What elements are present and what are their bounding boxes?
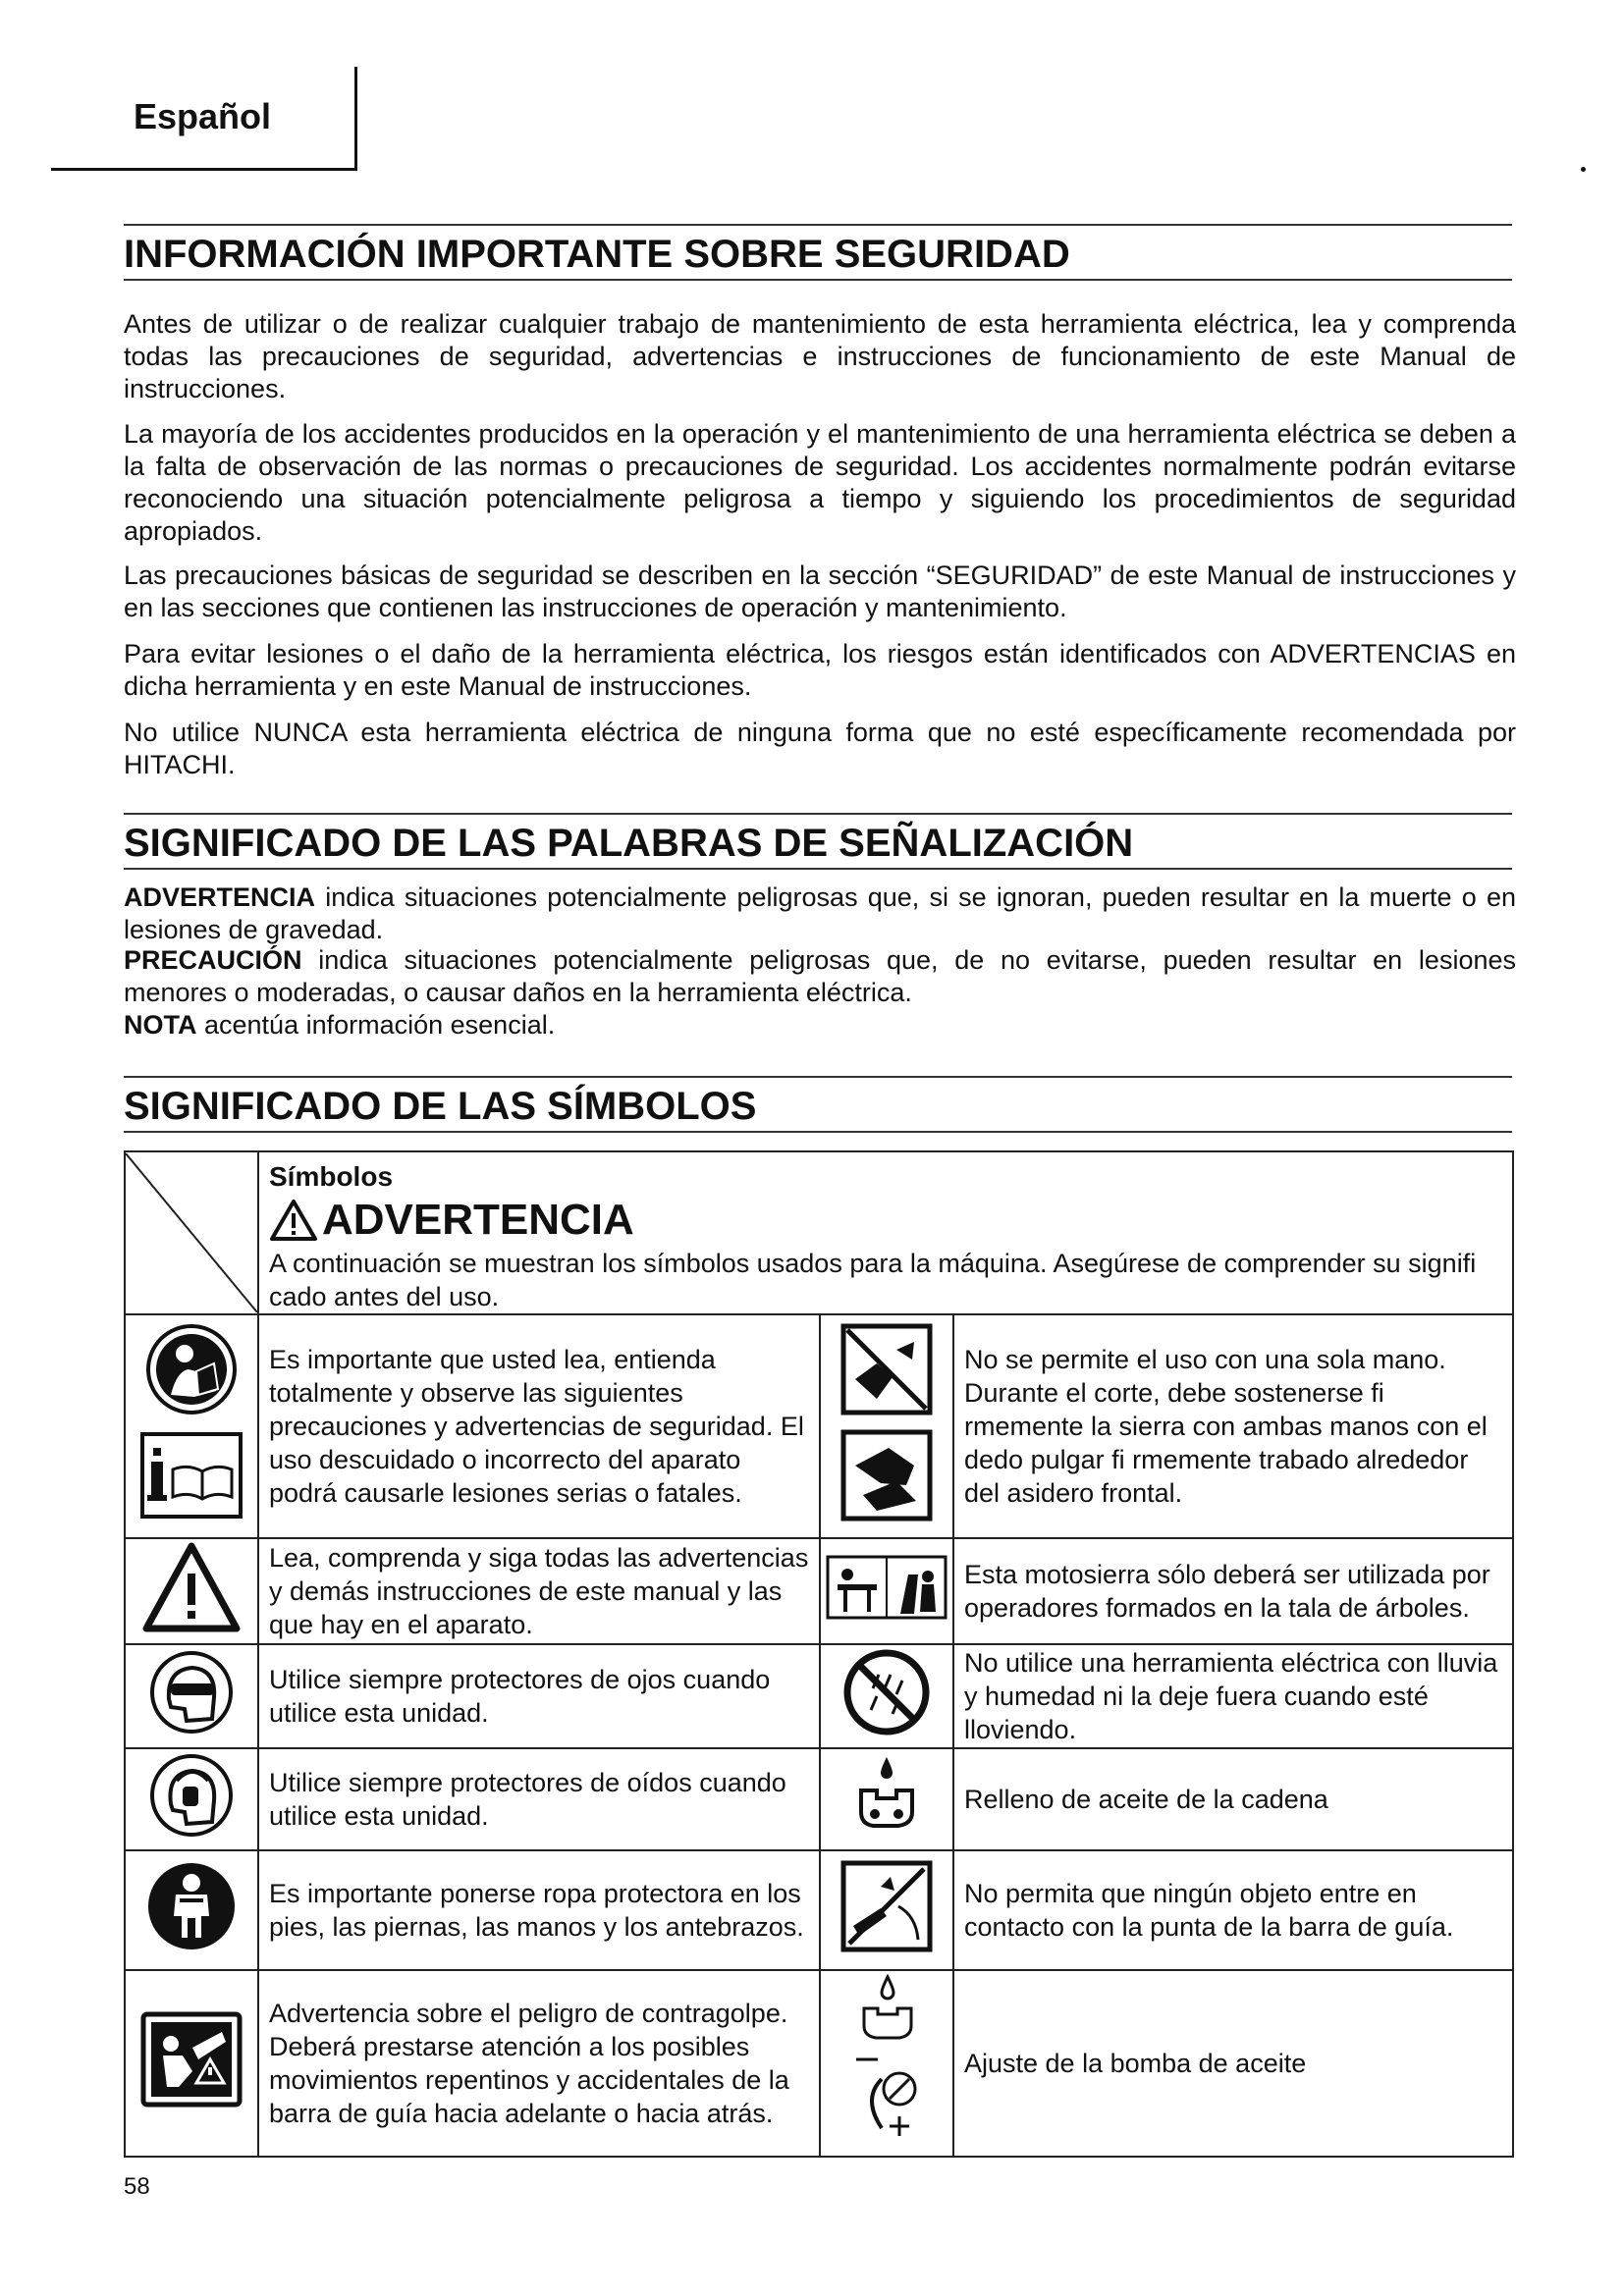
icon-cell — [820, 1538, 953, 1644]
icon-cell — [820, 1314, 953, 1538]
warning-triangle-icon — [140, 1540, 243, 1634]
symbol-description: Utilice siempre protectores de oídos cuando utilice esta unidad. — [258, 1748, 820, 1850]
page-number: 58 — [124, 2173, 150, 2200]
table-header-row — [125, 1151, 1513, 1314]
symbols-label: Símbolos — [269, 1161, 394, 1192]
safety-paragraph-3: Las precauciones básicas de seguridad se describen en la sección “SEGURIDAD” de este Manual de instrucciones y en las secciones que contienen las instrucciones de operación y mantenimiento. — [124, 561, 1516, 622]
icon-cell — [125, 1970, 258, 2157]
safety-paragraph-1: Antes de utilizar o de realizar cualquier trabajo de mantenimiento de esta herramienta eléctrica, lea y comprenda todas las precauciones de seguridad, advertencias e instrucciones de funcionamiento de este Manual de instrucciones. — [124, 309, 1516, 403]
trained-operator-icon — [826, 1555, 947, 1620]
icon-cell — [125, 1644, 258, 1748]
symbol-description: Es importante que usted lea, entienda totalmente y observe las siguientes precauciones y advertencias de seguridad. El uso descuidado o incorrecto del aparato podrá causarle lesiones serias o fatales. — [258, 1314, 820, 1538]
term-precaucion: PRECAUCIÓN — [124, 945, 302, 975]
diagonal-corner-cell — [125, 1151, 258, 1314]
symbol-description: Utilice siempre protectores de ojos cuando utilice esta unidad. — [258, 1644, 820, 1748]
signal-word-precaucion — [124, 944, 1516, 1009]
icon-cell — [125, 1748, 258, 1850]
table-header-cell — [258, 1151, 1513, 1314]
table-row — [125, 1970, 1513, 2157]
icon-cell — [125, 1850, 258, 1970]
signal-word-advertencia — [124, 881, 1516, 946]
symbol-description: No utilice una herramienta eléctrica con lluvia y humedad ni la deje fuera cuando esté lloviendo. — [953, 1644, 1513, 1748]
kickback-warning-icon — [137, 2008, 245, 2110]
icon-cell — [125, 1538, 258, 1644]
no-rain-icon — [839, 1645, 934, 1739]
safety-paragraph-5: No utilice NUNCA esta herramienta eléctrica de ninguna forma que no esté específicamente recomendada por HITACHI. — [124, 718, 1516, 779]
text-nota: acentúa información esencial. — [196, 1010, 556, 1040]
table-row — [125, 1644, 1513, 1748]
bar-tip-contact-icon — [838, 1857, 936, 1955]
icon-cell — [820, 1970, 953, 2157]
section-title-safety: INFORMACIÓN IMPORTANTE SOBRE SEGURIDAD — [124, 224, 1512, 281]
text-precaucion: indica situaciones potencialmente peligrosas que, de no evitarse, pueden resultar en lesiones menores o moderadas, o causar daños en la herramienta eléctrica. — [124, 945, 1516, 1007]
symbol-description: No se permite el uso con una sola mano. Durante el corte, debe sostenerse fi rmemente la sierra con ambas manos con el dedo pulgar fi rmemente trabado alrededor del asidero frontal. — [953, 1314, 1513, 1538]
symbol-description: No permita que ningún objeto entre en contacto con la punta de la barra de guía. — [953, 1850, 1513, 1970]
icon-cell — [125, 1314, 258, 1538]
symbol-description: Es importante ponerse ropa protectora en los pies, las piernas, las manos y los antebrazos. — [258, 1850, 820, 1970]
protective-clothing-icon — [144, 1859, 239, 1953]
page-mark — [1581, 167, 1586, 172]
warning-heading — [269, 1194, 1502, 1247]
read-manual-icon — [137, 1320, 245, 1418]
symbol-description: Esta motosierra sólo deberá ser utilizada por operadores formados en la tala de árboles. — [953, 1538, 1513, 1644]
symbol-description: Lea, comprenda y siga todas las advertencias y demás instrucciones de este manual y las que hay en el aparato. — [258, 1538, 820, 1644]
symbol-description: Advertencia sobre el peligro de contragolpe. Deberá prestarse atención a los posibles movimientos repentinos y accidentales de la barra de guía hacia adelante o hacia atrás. — [258, 1970, 820, 2157]
table-row — [125, 1850, 1513, 1970]
section-title-signal-words: SIGNIFICADO DE LAS PALABRAS DE SEÑALIZACIÓN — [124, 813, 1512, 870]
signal-word-nota — [124, 1009, 1516, 1041]
text-advertencia: indica situaciones potencialmente peligrosas que, si se ignoran, pueden resultar en la muerte o en lesiones de gravedad. — [124, 882, 1516, 944]
section-title-symbols: SIGNIFICADO DE LAS SÍMBOLOS — [124, 1076, 1512, 1133]
symbols-intro: A continuación se muestran los símbolos usados para la máquina. Asegúrese de comprender su signifi cado antes del uso. — [269, 1249, 1477, 1311]
table-row — [125, 1748, 1513, 1850]
safety-paragraph-4: Para evitar lesiones o el daño de la herramienta eléctrica, los riesgos están identificados con ADVERTENCIAS en dicha herramienta y en este Manual de instrucciones. — [124, 639, 1516, 701]
icon-cell — [820, 1850, 953, 1970]
ear-protection-icon — [147, 1751, 236, 1840]
one-hand-prohibited-icon — [838, 1320, 936, 1418]
symbol-description: Ajuste de la bomba de aceite — [953, 1970, 1513, 2157]
term-advertencia: ADVERTENCIA — [124, 882, 316, 912]
warning-triangle-icon — [269, 1199, 318, 1242]
symbol-description: Relleno de aceite de la cadena — [953, 1748, 1513, 1850]
language-label: Español — [134, 96, 272, 136]
chain-oil-icon — [847, 1751, 926, 1840]
two-hands-icon — [838, 1426, 936, 1524]
table-row — [125, 1314, 1513, 1538]
table-row — [125, 1538, 1513, 1644]
icon-cell — [820, 1748, 953, 1850]
term-nota: NOTA — [124, 1010, 197, 1040]
warning-label: ADVERTENCIA — [322, 1196, 634, 1244]
symbols-table — [124, 1150, 1514, 2158]
oil-pump-adjust-icon — [842, 1971, 931, 2148]
info-book-icon — [137, 1426, 245, 1524]
eye-protection-icon — [147, 1648, 236, 1736]
icon-cell — [820, 1644, 953, 1748]
safety-paragraph-2: La mayoría de los accidentes producidos en la operación y el mantenimiento de una herramienta eléctrica se deben a la falta de observación de las normas o precauciones de seguridad. Los accidentes normalmente podrán evitarse reconociendo una situación potencialmente peligrosa a tiempo y siguiendo los procedimientos de seguridad apropiados. — [124, 419, 1516, 546]
